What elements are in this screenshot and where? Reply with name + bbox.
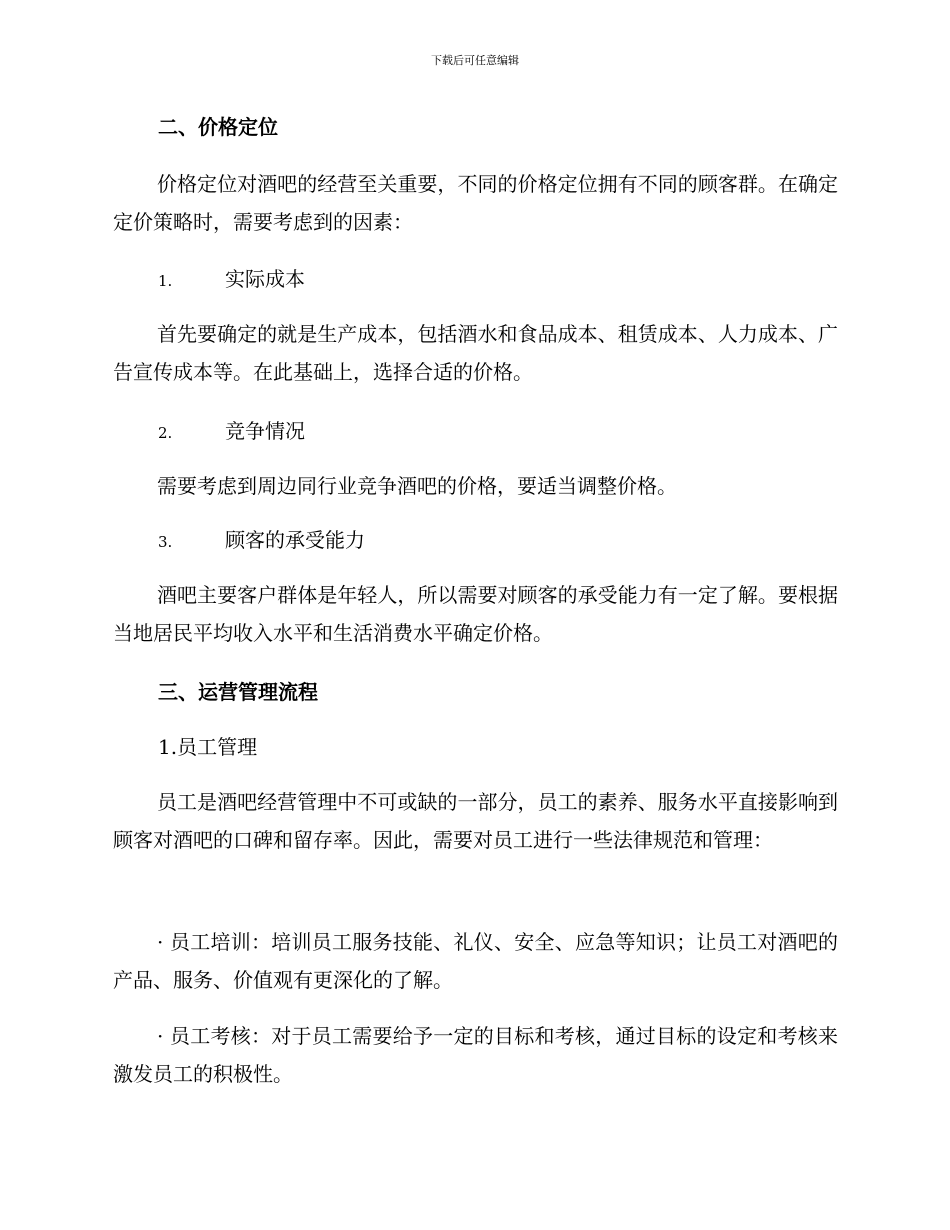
numbered-item-1	[158, 266, 305, 294]
subheading-staff: 1.员工管理	[158, 735, 258, 759]
bullet-assessment: · 员工考核：对于员工需要给予一定的目标和考核，通过目标的设定和考核来激发员工的积极性。	[113, 1024, 838, 1086]
item-number: 2.	[158, 424, 173, 442]
paragraph-price-intro: 价格定位对酒吧的经营至关重要，不同的价格定位拥有不同的顾客群。在确定定价策略时，需要考虑到的因素：	[113, 172, 838, 234]
paragraph-competition: 需要考虑到周边同行业竞争酒吧的价格，要适当调整价格。	[157, 474, 677, 498]
paragraph-staff-intro: 员工是酒吧经营管理中不可或缺的一部分，员工的素养、服务水平直接影响到顾客对酒吧的口碑和留存率。因此，需要对员工进行一些法律规范和管理：	[113, 790, 838, 852]
item-label: 竞争情况	[225, 419, 305, 443]
bullet-training: · 员工培训：培训员工服务技能、礼仪、安全、应急等知识；让员工对酒吧的产品、服务、价值观有更深化的了解。	[113, 930, 838, 992]
section-heading-price: 二、价格定位	[158, 115, 278, 139]
section-heading-ops: 三、运营管理流程	[158, 680, 318, 704]
item-label: 顾客的承受能力	[225, 528, 365, 552]
item-number: 1.	[158, 272, 173, 290]
numbered-item-3	[158, 527, 365, 555]
item-number: 3.	[158, 533, 173, 551]
paragraph-cost: 首先要确定的就是生产成本，包括酒水和食品成本、租赁成本、人力成本、广告宣传成本等。在此基础上，选择合适的价格。	[113, 322, 838, 384]
paragraph-affordability: 酒吧主要客户群体是年轻人，所以需要对顾客的承受能力有一定了解。要根据当地居民平均收入水平和生活消费水平确定价格。	[113, 583, 838, 645]
page-header: 下载后可任意编辑	[431, 54, 519, 67]
numbered-item-2	[158, 418, 305, 446]
item-label: 实际成本	[225, 267, 305, 291]
